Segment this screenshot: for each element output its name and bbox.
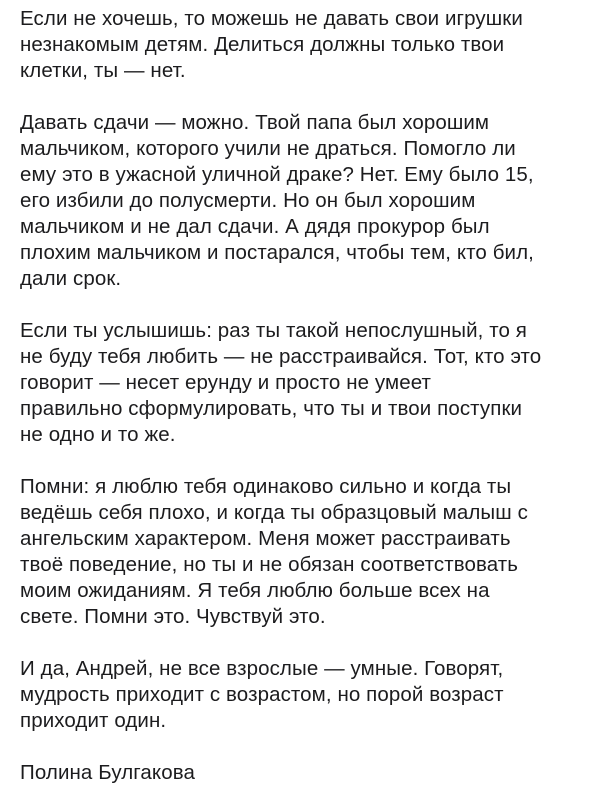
paragraph-remember: [20, 474, 590, 630]
text-line: Если ты услышишь: раз ты такой непослушный, то я: [20, 319, 527, 342]
text-line: незнакомым детям. Делиться должны только твои: [20, 33, 505, 56]
text-line: Помни: я люблю тебя одинаково сильно и когда ты: [20, 475, 512, 498]
text-line: мудрость приходит с возрастом, но порой возраст: [20, 683, 504, 706]
text-line: его избили до полусмерти. Но он был хорошим: [20, 189, 476, 212]
text-line: говорит — несет ерунду и просто не умеет: [20, 371, 432, 394]
text-line: приходит один.: [20, 709, 167, 732]
text-line: не одно и то же.: [20, 423, 176, 446]
paragraph-adults: [20, 656, 590, 734]
text-line: правильно сформулировать, что ты и твои поступки: [20, 397, 523, 420]
text-line: не буду тебя любить — не расстраивайся. Тот, кто это: [20, 345, 542, 368]
author-signature: [20, 760, 590, 786]
text-line: моим ожиданиям. Я тебя люблю больше всех на: [20, 579, 490, 602]
text-line: дали срок.: [20, 267, 122, 290]
post-body: [20, 6, 590, 786]
text-line: клетки, ты — нет.: [20, 59, 186, 82]
text-line: плохим мальчиком и постарался, чтобы тем, кто бил,: [20, 241, 534, 264]
text-line: мальчиком, которого учили не драться. Помогло ли: [20, 137, 516, 160]
paragraph-love-condition: [20, 318, 590, 448]
text-line: Если не хочешь, то можешь не давать свои игрушки: [20, 7, 523, 30]
text-line: ведёшь себя плохо, и когда ты образцовый малыш с: [20, 501, 528, 524]
author-name: Полина Булгакова: [20, 761, 195, 784]
text-line: свете. Помни это. Чувствуй это.: [20, 605, 326, 628]
text-line: И да, Андрей, не все взрослые — умные. Говорят,: [20, 657, 504, 680]
paragraph-fight-back: [20, 110, 590, 292]
text-line: Давать сдачи — можно. Твой папа был хорошим: [20, 111, 490, 134]
text-line: ангельским характером. Меня может расстраивать: [20, 527, 511, 550]
paragraph-toys: [20, 6, 590, 84]
text-line: мальчиком и не дал сдачи. А дядя прокурор был: [20, 215, 490, 238]
text-line: твоё поведение, но ты и не обязан соответствовать: [20, 553, 519, 576]
text-line: ему это в ужасной уличной драке? Нет. Ему было 15,: [20, 163, 534, 186]
